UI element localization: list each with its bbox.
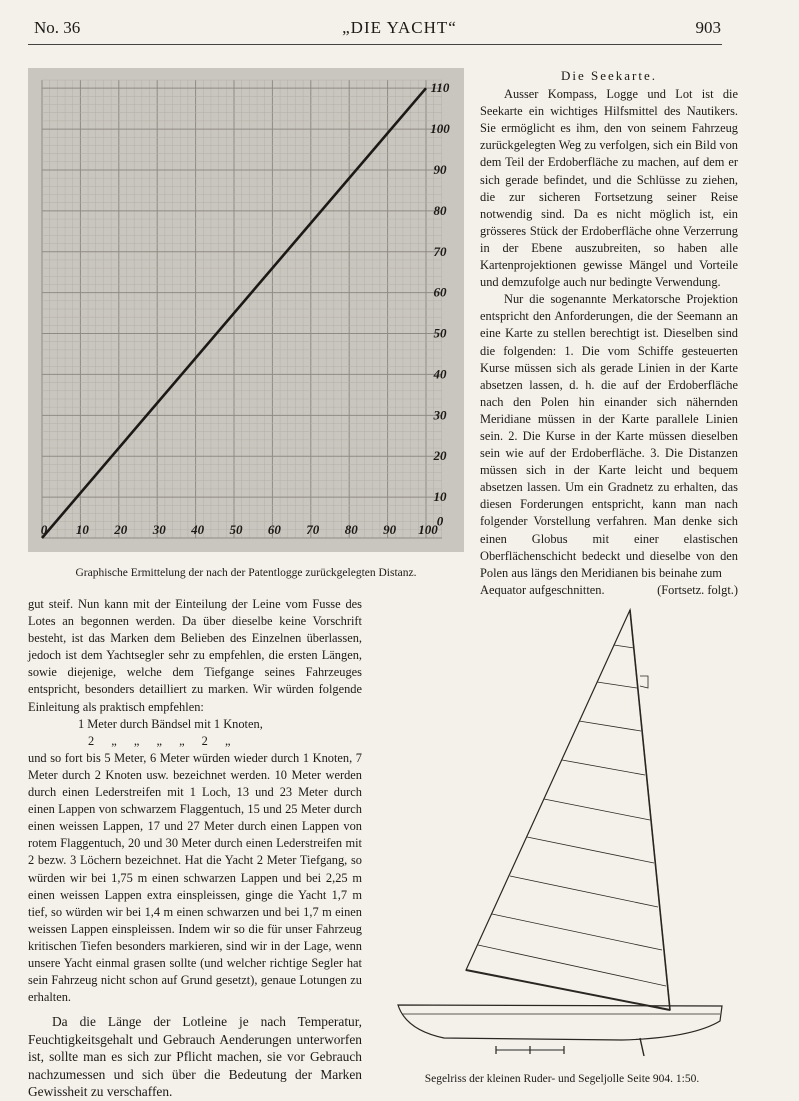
x-tick-label: 10 bbox=[75, 522, 89, 537]
issue-number: No. 36 bbox=[34, 18, 81, 37]
x-tick-label: 20 bbox=[114, 522, 128, 537]
journal-title: „DIE YACHT“ bbox=[342, 18, 457, 37]
header-rule bbox=[28, 44, 722, 45]
sail-outline bbox=[466, 610, 670, 1010]
lotleine-paragraph-2: und so fort bis 5 Meter, 6 Meter würden wieder durch 1 Knoten, 7 Meter durch 2 Knoten usw. bezeichnet werden. 10 Meter werden durch einen Lederstreifen mit 1 Loch, 13 und 23 Meter durch einen Lappen von schwarzem Flaggentuch, 15 und 25 Meter durch einen weissen Lappen, 17 und 27 Meter durch einen Lappen von rotem Flaggentuch, 20 und 30 Meter durch einen Lederstreifen mit 2 bezw. 3 Löchern bezeichnet. Hat die Yacht 2 Meter Tiefgang, so würden wir bei 1,75 m einen schwarzen Lappen und bei 2,25 m einen weissen Lappen extra einspleissen, ginge die Yacht 1,7 m tief, so würden wir bei 1,4 m einen schwarzen und bei 1,7 m einen weissen Lappen einspleissen. Indem wir so die für unser Fahrzeug kritischen Tiefen besonders markieren, sind wir in der Lage, wenn unsere Yacht einmal grasen sollte (und welcher richtige Segler hat sein Fahrzeug nicht schon auf Grund gesetzt), genaue Lotungen zu erhalten. bbox=[28, 750, 362, 1005]
seekarte-last-line bbox=[480, 582, 738, 599]
boom bbox=[466, 970, 670, 1010]
x-tick-label: 90 bbox=[383, 522, 397, 537]
marking-line-1: 1 Meter durch Bändsel mit 1 Knoten, bbox=[78, 716, 263, 731]
x-tick-label: 40 bbox=[191, 522, 205, 537]
seekarte-article bbox=[480, 67, 738, 599]
hull bbox=[398, 1005, 722, 1040]
marking-line-2: 2 „ „ „ „ 2 „ bbox=[88, 733, 231, 748]
seekarte-paragraph-2: Nur die sogenannte Merkatorsche Projektion entspricht den Anforderungen, die der Seemann an eine Karte zu stellen berechtigt ist. Dieselben sind die folgenden: 1. Die vom Schiffe gesteuerten Kurse müssen sich als gerade Linien in der Karte absetzen lassen, d. h. die auf der Erdoberfläche nach den Polen hin einander sich nähernden Meridiane müssen in der Karte parallele Linien sein. 2. Die Kurse in der Karte müssen dieselben sein wie auf der Erdoberfläche. 3. Die Distanzen müssen sich in der Karte leicht und bequem absetzen lassen. Um ein Gradnetz zu erhalten, das diesen Forderungen entspricht, kann man nach folgender Vorstellung verfahren. Man denke sich einen Globus mit einer elastischen Oberflächenschicht bedeckt und dieselbe von den Polen aus längs den Meridianen bis beinahe zum bbox=[480, 292, 738, 580]
lotleine-article bbox=[28, 596, 362, 1101]
distance-chart-svg bbox=[28, 68, 464, 552]
y-tick-label: 80 bbox=[433, 202, 447, 218]
y-tick-label: 70 bbox=[433, 243, 447, 259]
rudder bbox=[640, 1038, 644, 1056]
y-tick-label: 30 bbox=[433, 407, 447, 423]
x-tick-label: 50 bbox=[229, 522, 243, 537]
y-tick-label: 10 bbox=[433, 489, 447, 505]
continued-note: (Fortsetz. folgt.) bbox=[657, 582, 738, 597]
x-tick-label: 70 bbox=[306, 522, 320, 537]
lotleine-paragraph-3: Da die Länge der Lotleine je nach Temperatur, Feuchtigkeitsgehalt und Gebrauch Aenderungen unterworfen ist, sollte man es sich zur Pflicht machen, sie vor Gebrauch nachzumessen und sich über die Bedeutung der Marken Gewissheit zu verschaffen. bbox=[28, 1014, 362, 1100]
seekarte-paragraph-2-end: Aequator aufgeschnitten. bbox=[480, 582, 605, 597]
sail-seams bbox=[478, 645, 666, 986]
pennant bbox=[640, 676, 648, 688]
x-tick-label: 30 bbox=[152, 522, 166, 537]
page-number: 903 bbox=[695, 18, 721, 37]
y-tick-label: 20 bbox=[433, 448, 447, 464]
seekarte-title: Die Seekarte. bbox=[560, 68, 658, 83]
x-tick-label: 100 bbox=[418, 522, 438, 537]
y-tick-label: 0 bbox=[436, 513, 444, 529]
y-tick-label: 50 bbox=[433, 325, 447, 341]
chart-caption: Graphische Ermittelung der nach der Patentlogge zurückgelegten Distanz. bbox=[75, 567, 417, 579]
seekarte-paragraph-1: Ausser Kompass, Logge und Lot ist die Seekarte ein wichtiges Hilfsmittel des Nautikers. Sie ermöglicht es ihm, den von seinem Fahrzeug zurückgelegten Weg zu verfolgen, sich ein Bild von dem Teil der Erdoberfläche zu machen, auf dem er sich gerade befindet, und die Schlüsse zu ziehen, die zur sicheren Fortsetzung seiner Reise notwendig sind. Da es nicht möglich ist, ein grösseres Stück der Erdoberfläche ohne Verzerrung in der Ebene auszubreiten, so haben alle Kartenprojektionen gewisse Mängel und Vorteile und demzufolge auch nur bedingte Verwendung. bbox=[480, 87, 738, 290]
lotleine-paragraph-1: gut steif. Nun kann mit der Einteilung der Leine vom Fusse des Lotes an begonnen werden. Da über dieselbe keine Vorschrift besteht, ist das Marken dem Belieben des Einzelnen überlassen, jedoch ist dem Yachtsegler sehr zu empfehlen, die ersten Längen, sowie diejenige, welche dem Tiefgange seines Fahrzeuges entspricht, besonders detailliert zu marken. Wir würden folgende Einleitung als praktisch empfehlen: bbox=[28, 597, 362, 714]
y-tick-label: 90 bbox=[433, 161, 447, 177]
x-tick-label: 0 bbox=[40, 522, 48, 537]
sail-plan-drawing bbox=[392, 598, 732, 1068]
y-tick-label: 40 bbox=[433, 366, 447, 382]
sail-plan-caption: Segelriss der kleinen Ruder- und Segeljolle Seite 904. 1:50. bbox=[424, 1073, 700, 1085]
y-tick-label: 110 bbox=[430, 80, 450, 96]
y-tick-label: 100 bbox=[430, 121, 450, 137]
distance-chart bbox=[28, 68, 464, 552]
x-tick-label: 60 bbox=[267, 522, 281, 537]
y-tick-label: 60 bbox=[433, 284, 447, 300]
mast bbox=[630, 610, 670, 1010]
x-tick-label: 80 bbox=[344, 522, 358, 537]
